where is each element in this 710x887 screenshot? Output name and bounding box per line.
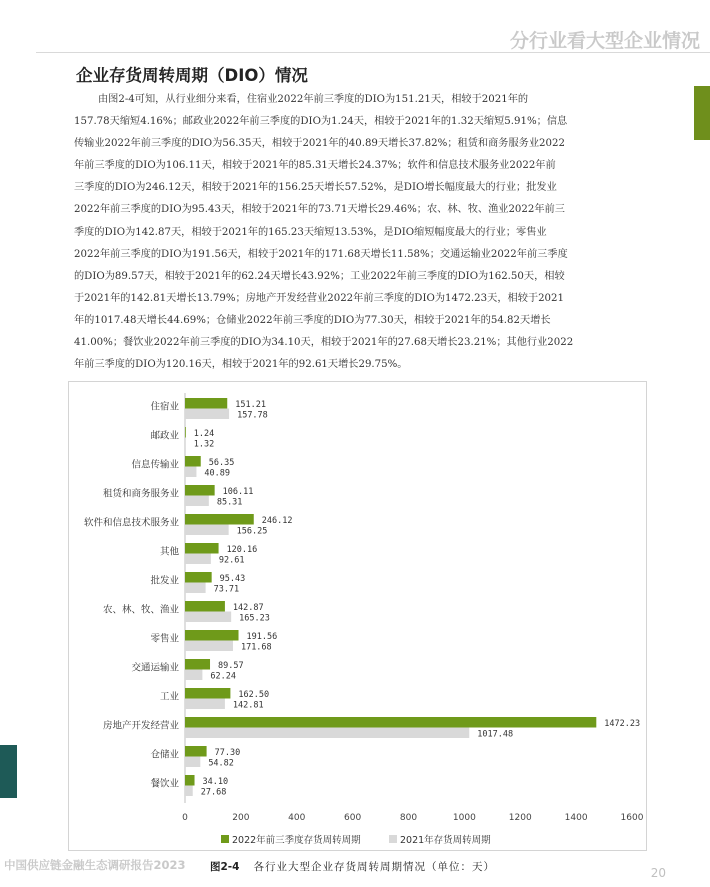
bar-2021 <box>185 525 229 536</box>
data-label-2021: 165.23 <box>239 613 270 624</box>
data-label-2021: 157.78 <box>237 410 268 421</box>
data-label-2021: 54.82 <box>208 758 234 769</box>
bar-2022 <box>185 659 210 670</box>
data-label-2022: 89.57 <box>218 661 244 671</box>
bar-2021 <box>185 699 225 710</box>
bar-2022 <box>185 485 215 496</box>
category-label: 餐饮业 <box>150 778 179 790</box>
data-label-2021: 156.25 <box>236 526 268 537</box>
bar-2021 <box>185 438 186 449</box>
data-label-2021: 92.61 <box>218 555 245 566</box>
bar-2022 <box>185 717 596 728</box>
x-tick-label: 0 <box>182 813 188 823</box>
data-label-2021: 27.68 <box>200 787 227 798</box>
data-label-2022: 34.10 <box>202 777 229 787</box>
category-label: 房地产开发经营业 <box>102 720 179 732</box>
bar-2022 <box>185 398 227 409</box>
bar-2022 <box>185 427 186 438</box>
data-label-2022: 106.11 <box>222 487 254 497</box>
body-paragraph: 由图2-4可知，从行业细分来看，住宿业2022年前三季度的DIO为151.21天，相较于2021年的 157.78天缩短4.16%；邮政业2022年前三季度的DIO为1.24天，相较于2021年的1.32天缩短5.91%；信息 传输业2022年前三季度的DIO为56.35天，相较于2021年的40.89天增长37.82%；租赁和商务服务业2022 年前三季度的DIO为106.11天，相较于2021年的85.31天增长24.37%；软件和信息技术服务业2022年前 三季度的DIO为246.12天，相较于2021年的156.25天增长57.52%，是DIO增长幅度最大的行业；批发业 2022年前三季度的DIO为95.43天，相较于2021年的73.71天增长29.46%；农、林、牧、渔业2022年前三 季度的DIO为142.87天，相较于2021年的165.23天缩短13.53%，是DIO缩短幅度最大的行业；零售业 2022年前三季度的DIO为191.56天，相较于2021年的171.68天增长11.58%；交通运输业2022年前三季度 的DIO为89.57天，相较于2021年的62.24天增长43.92%；工业2022年前三季度的DIO为162.50天，相较 于2021年的142.81天增长13.79%；房地产开发经营业2022年前三季度的DIO为1472.23天，相较于2021 年的1017.48天增长44.69%；仓储业2022年前三季度的DIO为77.30天，相较于2021年的54.82天增长 41.00%；餐饮业2022年前三季度的DIO为34.10天，相较于2021年的27.68天增长23.21%；其他行业2022 年前三季度的DIO为120.16天，相较于2021年的92.61天增长29.75%。 <box>74 94 574 371</box>
data-label-2022: 1.24 <box>193 429 215 439</box>
data-label-2022: 120.16 <box>226 545 258 555</box>
category-label: 软件和信息技术服务业 <box>83 517 179 529</box>
figure-label: 图2-4 <box>210 861 240 873</box>
data-label-2021: 1.32 <box>193 439 215 450</box>
report-name: 中国供应链金融生态调研报告2023 <box>4 858 186 872</box>
category-label: 邮政业 <box>150 430 179 442</box>
data-label-2021: 40.89 <box>204 468 231 479</box>
data-label-2021: 62.24 <box>210 671 236 682</box>
bar-2021 <box>185 496 209 507</box>
page-number: 20 <box>650 866 666 880</box>
x-tick-label: 1000 <box>452 813 476 823</box>
bar-2021 <box>185 467 196 478</box>
data-label-2022: 191.56 <box>246 632 278 642</box>
chapter-tab-teal <box>0 745 17 798</box>
x-tick-label: 200 <box>232 813 250 823</box>
bar-2022 <box>185 688 230 699</box>
bar-2021 <box>185 757 200 768</box>
legend-swatch-2021 <box>389 835 397 843</box>
bar-2022 <box>185 601 225 612</box>
category-label: 农、林、牧、渔业 <box>102 604 179 616</box>
x-tick-label: 1600 <box>620 813 644 823</box>
legend-swatch-2022 <box>221 835 229 843</box>
x-tick-label: 1200 <box>508 813 532 823</box>
category-label: 交通运输业 <box>131 662 179 674</box>
bar-2021 <box>185 786 193 797</box>
data-label-2021: 73.71 <box>213 584 240 595</box>
data-label-2022: 77.30 <box>214 748 241 758</box>
category-label: 其他 <box>159 546 179 558</box>
bar-2021 <box>185 641 233 652</box>
x-tick-label: 600 <box>344 813 362 823</box>
running-header-title: 分行业看大型企业情况 <box>509 30 700 52</box>
chart-frame <box>68 381 647 851</box>
chapter-tab-green <box>694 86 710 140</box>
category-label: 租赁和商务服务业 <box>102 488 179 500</box>
bar-2022 <box>185 572 212 583</box>
data-label-2022: 246.12 <box>261 516 293 526</box>
data-label-2022: 56.35 <box>208 458 235 468</box>
bar-chart <box>69 382 648 852</box>
category-label: 仓储业 <box>150 749 179 761</box>
bar-2021 <box>185 728 469 739</box>
bar-2022 <box>185 630 239 641</box>
header-divider <box>36 52 710 53</box>
bar-2021 <box>185 670 202 681</box>
bar-2021 <box>185 612 231 623</box>
figure-caption-text: 各行业大型企业存货周转周期情况（单位：天） <box>253 861 495 873</box>
category-label: 零售业 <box>150 633 179 645</box>
bar-2021 <box>185 409 229 420</box>
bar-2021 <box>185 583 206 594</box>
bar-2022 <box>185 514 254 525</box>
bar-2022 <box>185 456 201 467</box>
category-label: 批发业 <box>150 575 179 587</box>
data-label-2022: 1472.23 <box>604 719 641 729</box>
bar-2022 <box>185 746 207 757</box>
legend-label-2021: 2021年存货周转周期 <box>400 835 491 846</box>
bar-2022 <box>185 543 219 554</box>
data-label-2021: 142.81 <box>232 700 264 711</box>
x-tick-label: 400 <box>288 813 306 823</box>
data-label-2021: 1017.48 <box>477 729 514 740</box>
data-label-2022: 142.87 <box>232 603 264 613</box>
category-label: 信息传输业 <box>131 459 179 471</box>
x-tick-label: 1400 <box>564 813 588 823</box>
category-label: 工业 <box>159 691 179 703</box>
data-label-2022: 162.50 <box>238 690 270 700</box>
data-label-2021: 171.68 <box>240 642 272 653</box>
bar-2021 <box>185 554 211 565</box>
data-label-2022: 95.43 <box>219 574 246 584</box>
category-label: 住宿业 <box>150 401 179 413</box>
data-label-2021: 85.31 <box>216 497 243 508</box>
data-label-2022: 151.21 <box>235 400 266 410</box>
x-tick-label: 800 <box>399 813 418 823</box>
bar-2022 <box>185 775 195 786</box>
figure-caption <box>210 859 495 874</box>
section-title: 企业存货周转周期（DIO）情况 <box>76 66 308 85</box>
legend-label-2022: 2022年前三季度存货周转周期 <box>232 835 361 846</box>
